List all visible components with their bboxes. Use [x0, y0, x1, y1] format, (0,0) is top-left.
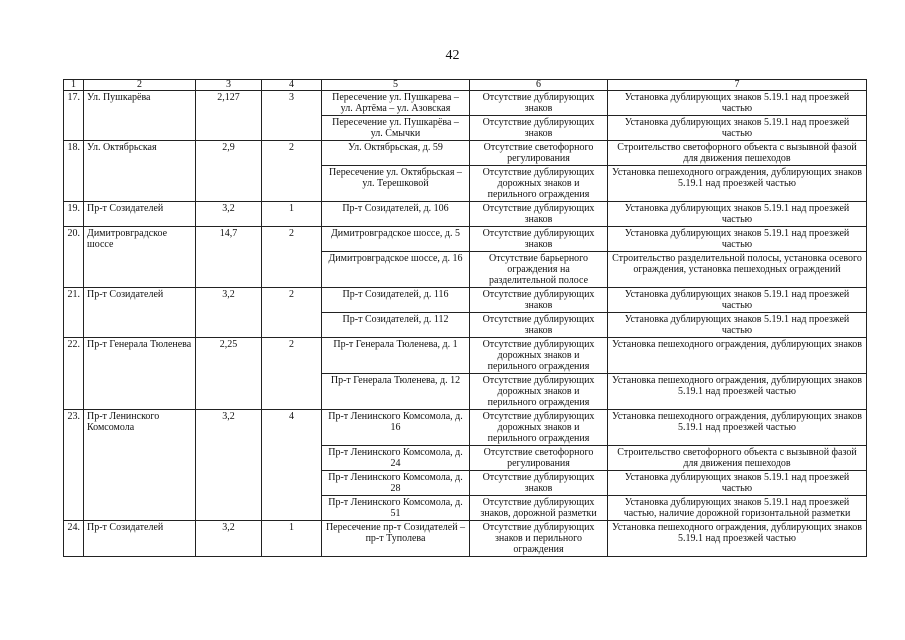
measure-cell: Установка пешеходного ограждения, дублирующих знаков 5.19.1 над проезжей частью	[608, 166, 867, 202]
location-cell: Пр-т Ленинского Комсомола, д. 51	[322, 496, 470, 521]
problem-cell: Отсутствие дублирующих дорожных знаков и перильного ограждения	[470, 374, 608, 410]
problem-cell: Отсутствие дублирующих знаков и перильного ограждения	[470, 521, 608, 557]
measure-cell: Установка дублирующих знаков 5.19.1 над проезжей частью	[608, 202, 867, 227]
row-number: 21.	[64, 288, 84, 338]
row-number: 17.	[64, 91, 84, 141]
location-cell: Пр-т Ленинского Комсомола, д. 24	[322, 446, 470, 471]
location-count: 2	[262, 227, 322, 288]
problem-cell: Отсутствие дублирующих знаков	[470, 471, 608, 496]
col-header-4: 4	[262, 80, 322, 91]
row-number: 23.	[64, 410, 84, 521]
road-length: 3,2	[196, 410, 262, 521]
road-length: 2,127	[196, 91, 262, 141]
measure-cell: Строительство светофорного объекта с вызывной фазой для движения пешеходов	[608, 446, 867, 471]
location-count: 1	[262, 202, 322, 227]
measures-table	[63, 79, 867, 557]
location-cell: Димитровградское шоссе, д. 16	[322, 252, 470, 288]
road-name: Пр-т Генерала Тюленева	[84, 338, 196, 410]
location-cell: Пр-т Ленинского Комсомола, д. 16	[322, 410, 470, 446]
location-cell: Пересечение пр-т Созидателей – пр-т Туполева	[322, 521, 470, 557]
table-header	[64, 80, 867, 91]
location-cell: Пр-т Созидателей, д. 116	[322, 288, 470, 313]
location-cell: Пр-т Генерала Тюленева, д. 12	[322, 374, 470, 410]
problem-cell: Отсутствие дублирующих знаков	[470, 91, 608, 116]
measure-cell: Установка дублирующих знаков 5.19.1 над проезжей частью	[608, 91, 867, 116]
problem-cell: Отсутствие дублирующих знаков	[470, 202, 608, 227]
measure-cell: Установка дублирующих знаков 5.19.1 над проезжей частью	[608, 227, 867, 252]
location-cell: Димитровградское шоссе, д. 5	[322, 227, 470, 252]
road-name: Димитровградское шоссе	[84, 227, 196, 288]
road-length: 3,2	[196, 288, 262, 338]
row-number: 22.	[64, 338, 84, 410]
measure-cell: Установка дублирующих знаков 5.19.1 над проезжей частью	[608, 288, 867, 313]
location-count: 4	[262, 410, 322, 521]
measure-cell: Установка дублирующих знаков 5.19.1 над проезжей частью	[608, 313, 867, 338]
col-header-5: 5	[322, 80, 470, 91]
measure-cell: Строительство разделительной полосы, установка осевого ограждения, установка пешеходных ограждений	[608, 252, 867, 288]
location-cell: Пересечение ул. Октябрьская – ул. Терешковой	[322, 166, 470, 202]
measure-cell: Строительство светофорного объекта с вызывной фазой для движения пешеходов	[608, 141, 867, 166]
road-name: Пр-т Ленинского Комсомола	[84, 410, 196, 521]
location-cell: Пересечение ул. Пушкарёва – ул. Смычки	[322, 116, 470, 141]
problem-cell: Отсутствие дублирующих дорожных знаков и перильного ограждения	[470, 410, 608, 446]
measure-cell: Установка пешеходного ограждения, дублирующих знаков 5.19.1 над проезжей частью	[608, 374, 867, 410]
problem-cell: Отсутствие дублирующих знаков	[470, 288, 608, 313]
location-cell: Пр-т Созидателей, д. 112	[322, 313, 470, 338]
problem-cell: Отсутствие дублирующих знаков	[470, 116, 608, 141]
problem-cell: Отсутствие дублирующих дорожных знаков и перильного ограждения	[470, 338, 608, 374]
problem-cell: Отсутствие светофорного регулирования	[470, 141, 608, 166]
location-count: 1	[262, 521, 322, 557]
table-row	[64, 227, 867, 252]
location-count: 2	[262, 141, 322, 202]
table-row	[64, 338, 867, 374]
table-row	[64, 141, 867, 166]
col-header-6: 6	[470, 80, 608, 91]
location-cell: Пр-т Ленинского Комсомола, д. 28	[322, 471, 470, 496]
location-count: 2	[262, 338, 322, 410]
problem-cell: Отсутствие дублирующих знаков, дорожной разметки	[470, 496, 608, 521]
road-name: Ул. Пушкарёва	[84, 91, 196, 141]
road-length: 3,2	[196, 521, 262, 557]
road-length: 14,7	[196, 227, 262, 288]
problem-cell: Отсутствие дублирующих дорожных знаков и перильного ограждения	[470, 166, 608, 202]
location-count: 2	[262, 288, 322, 338]
table-row	[64, 288, 867, 313]
table-row	[64, 91, 867, 116]
measure-cell: Установка пешеходного ограждения, дублирующих знаков 5.19.1 над проезжей частью	[608, 410, 867, 446]
col-header-1: 1	[64, 80, 84, 91]
road-length: 2,25	[196, 338, 262, 410]
problem-cell: Отсутствие дублирующих знаков	[470, 227, 608, 252]
problem-cell: Отсутствие барьерного ограждения на разделительной полосе	[470, 252, 608, 288]
row-number: 20.	[64, 227, 84, 288]
location-cell: Пересечение ул. Пушкарева – ул. Артёма – ул. Азовская	[322, 91, 470, 116]
measure-cell: Установка пешеходного ограждения, дублирующих знаков 5.19.1 над проезжей частью	[608, 521, 867, 557]
measure-cell: Установка дублирующих знаков 5.19.1 над проезжей частью, наличие дорожной горизонтальной разметки	[608, 496, 867, 521]
header-row	[64, 80, 867, 91]
page-number: 42	[445, 48, 460, 63]
location-cell: Пр-т Генерала Тюленева, д. 1	[322, 338, 470, 374]
road-length: 3,2	[196, 202, 262, 227]
row-number: 18.	[64, 141, 84, 202]
problem-cell: Отсутствие дублирующих знаков	[470, 313, 608, 338]
table-row	[64, 202, 867, 227]
location-cell: Ул. Октябрьская, д. 59	[322, 141, 470, 166]
road-name: Пр-т Созидателей	[84, 202, 196, 227]
road-name: Пр-т Созидателей	[84, 288, 196, 338]
row-number: 19.	[64, 202, 84, 227]
problem-cell: Отсутствие светофорного регулирования	[470, 446, 608, 471]
col-header-3: 3	[196, 80, 262, 91]
measure-cell: Установка дублирующих знаков 5.19.1 над проезжей частью	[608, 116, 867, 141]
col-header-7: 7	[608, 80, 867, 91]
col-header-2: 2	[84, 80, 196, 91]
road-name: Ул. Октябрьская	[84, 141, 196, 202]
table-row	[64, 521, 867, 557]
measure-cell: Установка дублирующих знаков 5.19.1 над проезжей частью	[608, 471, 867, 496]
location-count: 3	[262, 91, 322, 141]
table-body	[64, 91, 867, 557]
row-number: 24.	[64, 521, 84, 557]
measure-cell: Установка пешеходного ограждения, дублирующих знаков	[608, 338, 867, 374]
road-length: 2,9	[196, 141, 262, 202]
table-row	[64, 410, 867, 446]
location-cell: Пр-т Созидателей, д. 106	[322, 202, 470, 227]
road-name: Пр-т Созидателей	[84, 521, 196, 557]
